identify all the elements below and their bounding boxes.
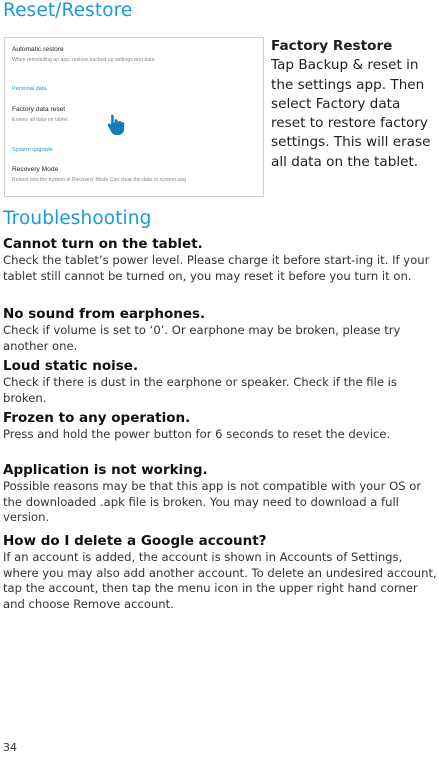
system-upgrade-category: System upgrade bbox=[12, 147, 53, 153]
faq-question: Cannot turn on the tablet. bbox=[3, 236, 203, 252]
recovery-mode-description: Reboot into the system in Recovery Mode.Can clear the data or system upg bbox=[12, 177, 187, 183]
recovery-mode-label: Recovery Mode bbox=[12, 166, 59, 173]
faq-answer: Check if volume is set to ‘0’. Or earphone may be broken, please try another one. bbox=[3, 323, 401, 353]
faq-answer: If an account is added, the account is shown in Accounts of Settings, where you may also add another account. To delete an undesired account, tap the account, then tap the menu icon in the upper right hand corner and choose Remove account. bbox=[3, 550, 437, 611]
faq-item bbox=[3, 410, 439, 443]
factory-restore-text: Tap Backup & reset in the settings app. Then select Factory data reset to restore factory settings. This will erase all data on the tablet. bbox=[271, 57, 431, 170]
page-number: 34 bbox=[3, 741, 17, 754]
faq-question: Loud static noise. bbox=[3, 358, 139, 374]
factory-data-reset-description: Erases all data on tablet bbox=[12, 117, 68, 123]
faq-question: How do I delete a Google account? bbox=[3, 533, 267, 549]
automatic-restore-label: Automatic restore bbox=[12, 46, 64, 53]
faq-question: Frozen to any operation. bbox=[3, 410, 191, 426]
faq-item bbox=[3, 236, 439, 284]
faq-answer: Press and hold the power button for 6 seconds to reset the device. bbox=[3, 427, 391, 441]
pointing-hand-icon bbox=[104, 112, 128, 136]
faq-answer: Check if there is dust in the earphone or speaker. Check if the file is broken. bbox=[3, 375, 397, 405]
faq-item bbox=[3, 462, 439, 526]
faq-item bbox=[3, 306, 439, 354]
factory-data-reset-label: Factory data reset bbox=[12, 106, 66, 113]
faq-item bbox=[3, 533, 439, 612]
faq-item bbox=[3, 358, 439, 406]
troubleshooting-heading: Troubleshooting bbox=[3, 208, 152, 229]
factory-restore-heading: Factory Restore bbox=[271, 38, 393, 54]
faq-answer: Check the tablet’s power level. Please charge it before start-ing it. If your tablet still cannot be turned on, you may reset it before you turn it on. bbox=[3, 253, 430, 283]
settings-screenshot bbox=[4, 37, 264, 197]
automatic-restore-description: When reinstalling an app, restore backed up settings and data bbox=[12, 57, 155, 63]
faq-question: No sound from earphones. bbox=[3, 306, 206, 322]
reset-restore-heading: Reset/Restore bbox=[3, 0, 133, 21]
faq-answer: Possible reasons may be that this app is not compatible with your OS or the downloaded .apk file is broken. You may need to download a full version. bbox=[3, 479, 422, 524]
factory-restore-block bbox=[271, 37, 439, 172]
faq-question: Application is not working. bbox=[3, 462, 208, 478]
personal-data-category: Personal data bbox=[12, 86, 47, 92]
